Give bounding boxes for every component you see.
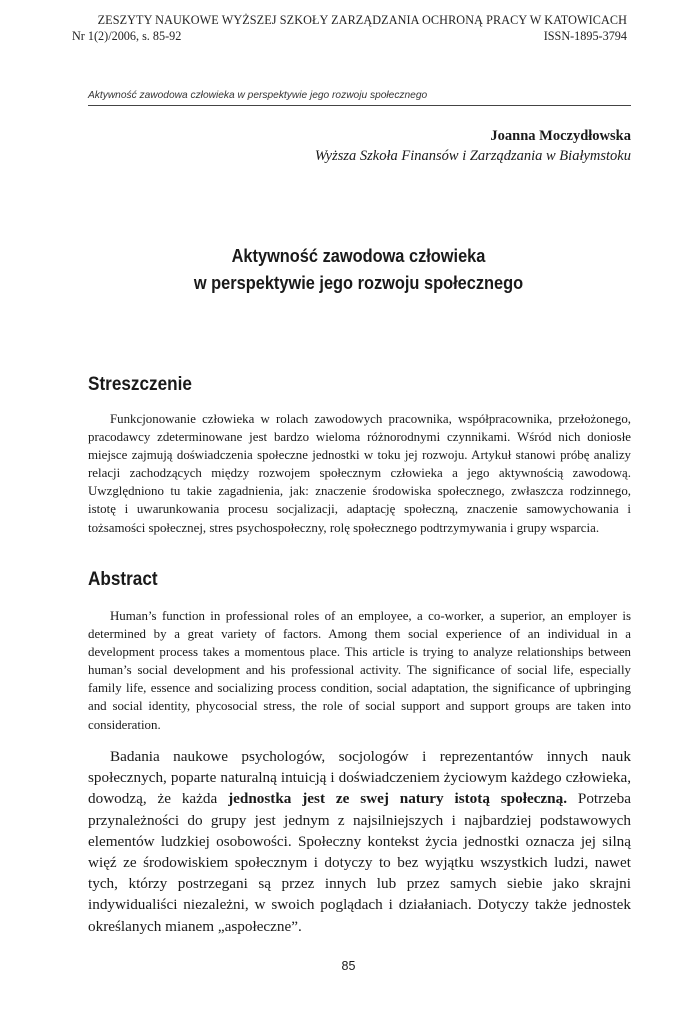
article-title bbox=[90, 243, 627, 297]
streszczenie-text bbox=[88, 410, 631, 537]
body-paragraph bbox=[88, 746, 631, 937]
abstract-heading: Abstract bbox=[88, 568, 158, 590]
journal-issn: ISSN-1895-3794 bbox=[543, 29, 627, 43]
author-name: Joanna Moczydłowska bbox=[490, 128, 631, 144]
running-head: Aktywność zawodowa człowieka w perspektywie jego rozwoju społecznego bbox=[88, 90, 631, 106]
body-text bbox=[88, 746, 631, 937]
body-text-part1: Badania naukowe psychologów, socjologów i reprezentantów innych nauk społecznych, poparte naturalną intuicją i doświadczeniem życiowym każdego człowieka, dowodzą, że każda bbox=[88, 748, 631, 808]
author-affiliation: Wyższa Szkoła Finansów i Zarządzania w Białymstoku bbox=[314, 148, 631, 164]
streszczenie-heading: Streszczenie bbox=[88, 373, 192, 395]
article-title-line1: Aktywność zawodowa człowieka bbox=[231, 246, 486, 266]
body-text-part2: Potrzeba przynależności do grupy jest jednym z najsilniejszych i najbardziej podstawowych elementów ludzkiej osobowości. Społeczny kontekst życia jednostki oznacza jej silną więź ze środowiskiem społecznym i dotyczy to bez wyjątku wszystkich ludzi, nawet tych, którzy postrzegani są przez innych lub przez samych siebie jako skrajni indywidualiści niezależni, w swoich poglądach i działaniach. Dotyczy także jednostek określanych mianem „aspołeczne”. bbox=[88, 790, 632, 935]
page-number: 85 bbox=[341, 959, 356, 973]
journal-issue-line bbox=[72, 28, 627, 44]
streszczenie-paragraph: Funkcjonowanie człowieka w rolach zawodowych pracownika, współpracownika, przełożonego, pracodawcy zdeterminowane jest bardzo wieloma różnorodnymi czynnikami. Wśród nich doniosłe miejsce zajmują doświadczenia społeczne jednostki w toku jej rozwoju. Artykuł stanowi próbę analizy relacji zachodzących między rozwojem społecznym człowieka a jego aktywnością zawodową. Uwzględniono tu takie zagadnienia, jak: znaczenie środowiska społecznego, zwłaszcza rodzinnego, istotę i uwarunkowania procesu socjalizacji, adaptację społeczną, znaczenie samowychowania i tożsamości społecznej, stres psychospołeczny, rolę społecznego podtrzymywania i grupy wsparcia. bbox=[88, 412, 631, 535]
author-block bbox=[315, 126, 631, 166]
journal-header bbox=[72, 12, 627, 44]
body-text-emphasis: jednostka jest ze swej natury istotą społeczną. bbox=[228, 790, 568, 808]
abstract-paragraph: Human’s function in professional roles of an employee, a co-worker, a superior, an employer is determined by a great variety of factors. Among them social experience of an individual in a development process takes a momentous place. This article is trying to analyze relationships between human’s social development and his professional activity. The significance of social life, especially family life, essence and socializing process condition, social adaptation, the significance of upbringing and social identity, phycosocial stress, the role of social support and support groups are taken into consideration. bbox=[88, 609, 631, 732]
journal-issue: Nr 1(2)/2006, s. 85-92 bbox=[72, 29, 182, 43]
article-title-line2: w perspektywie jego rozwoju społecznego bbox=[193, 273, 524, 293]
abstract-text bbox=[88, 607, 631, 734]
journal-name: ZESZYTY NAUKOWE WYŻSZEJ SZKOŁY ZARZĄDZANIA OCHRONĄ PRACY W KATOWICACH bbox=[97, 13, 627, 27]
